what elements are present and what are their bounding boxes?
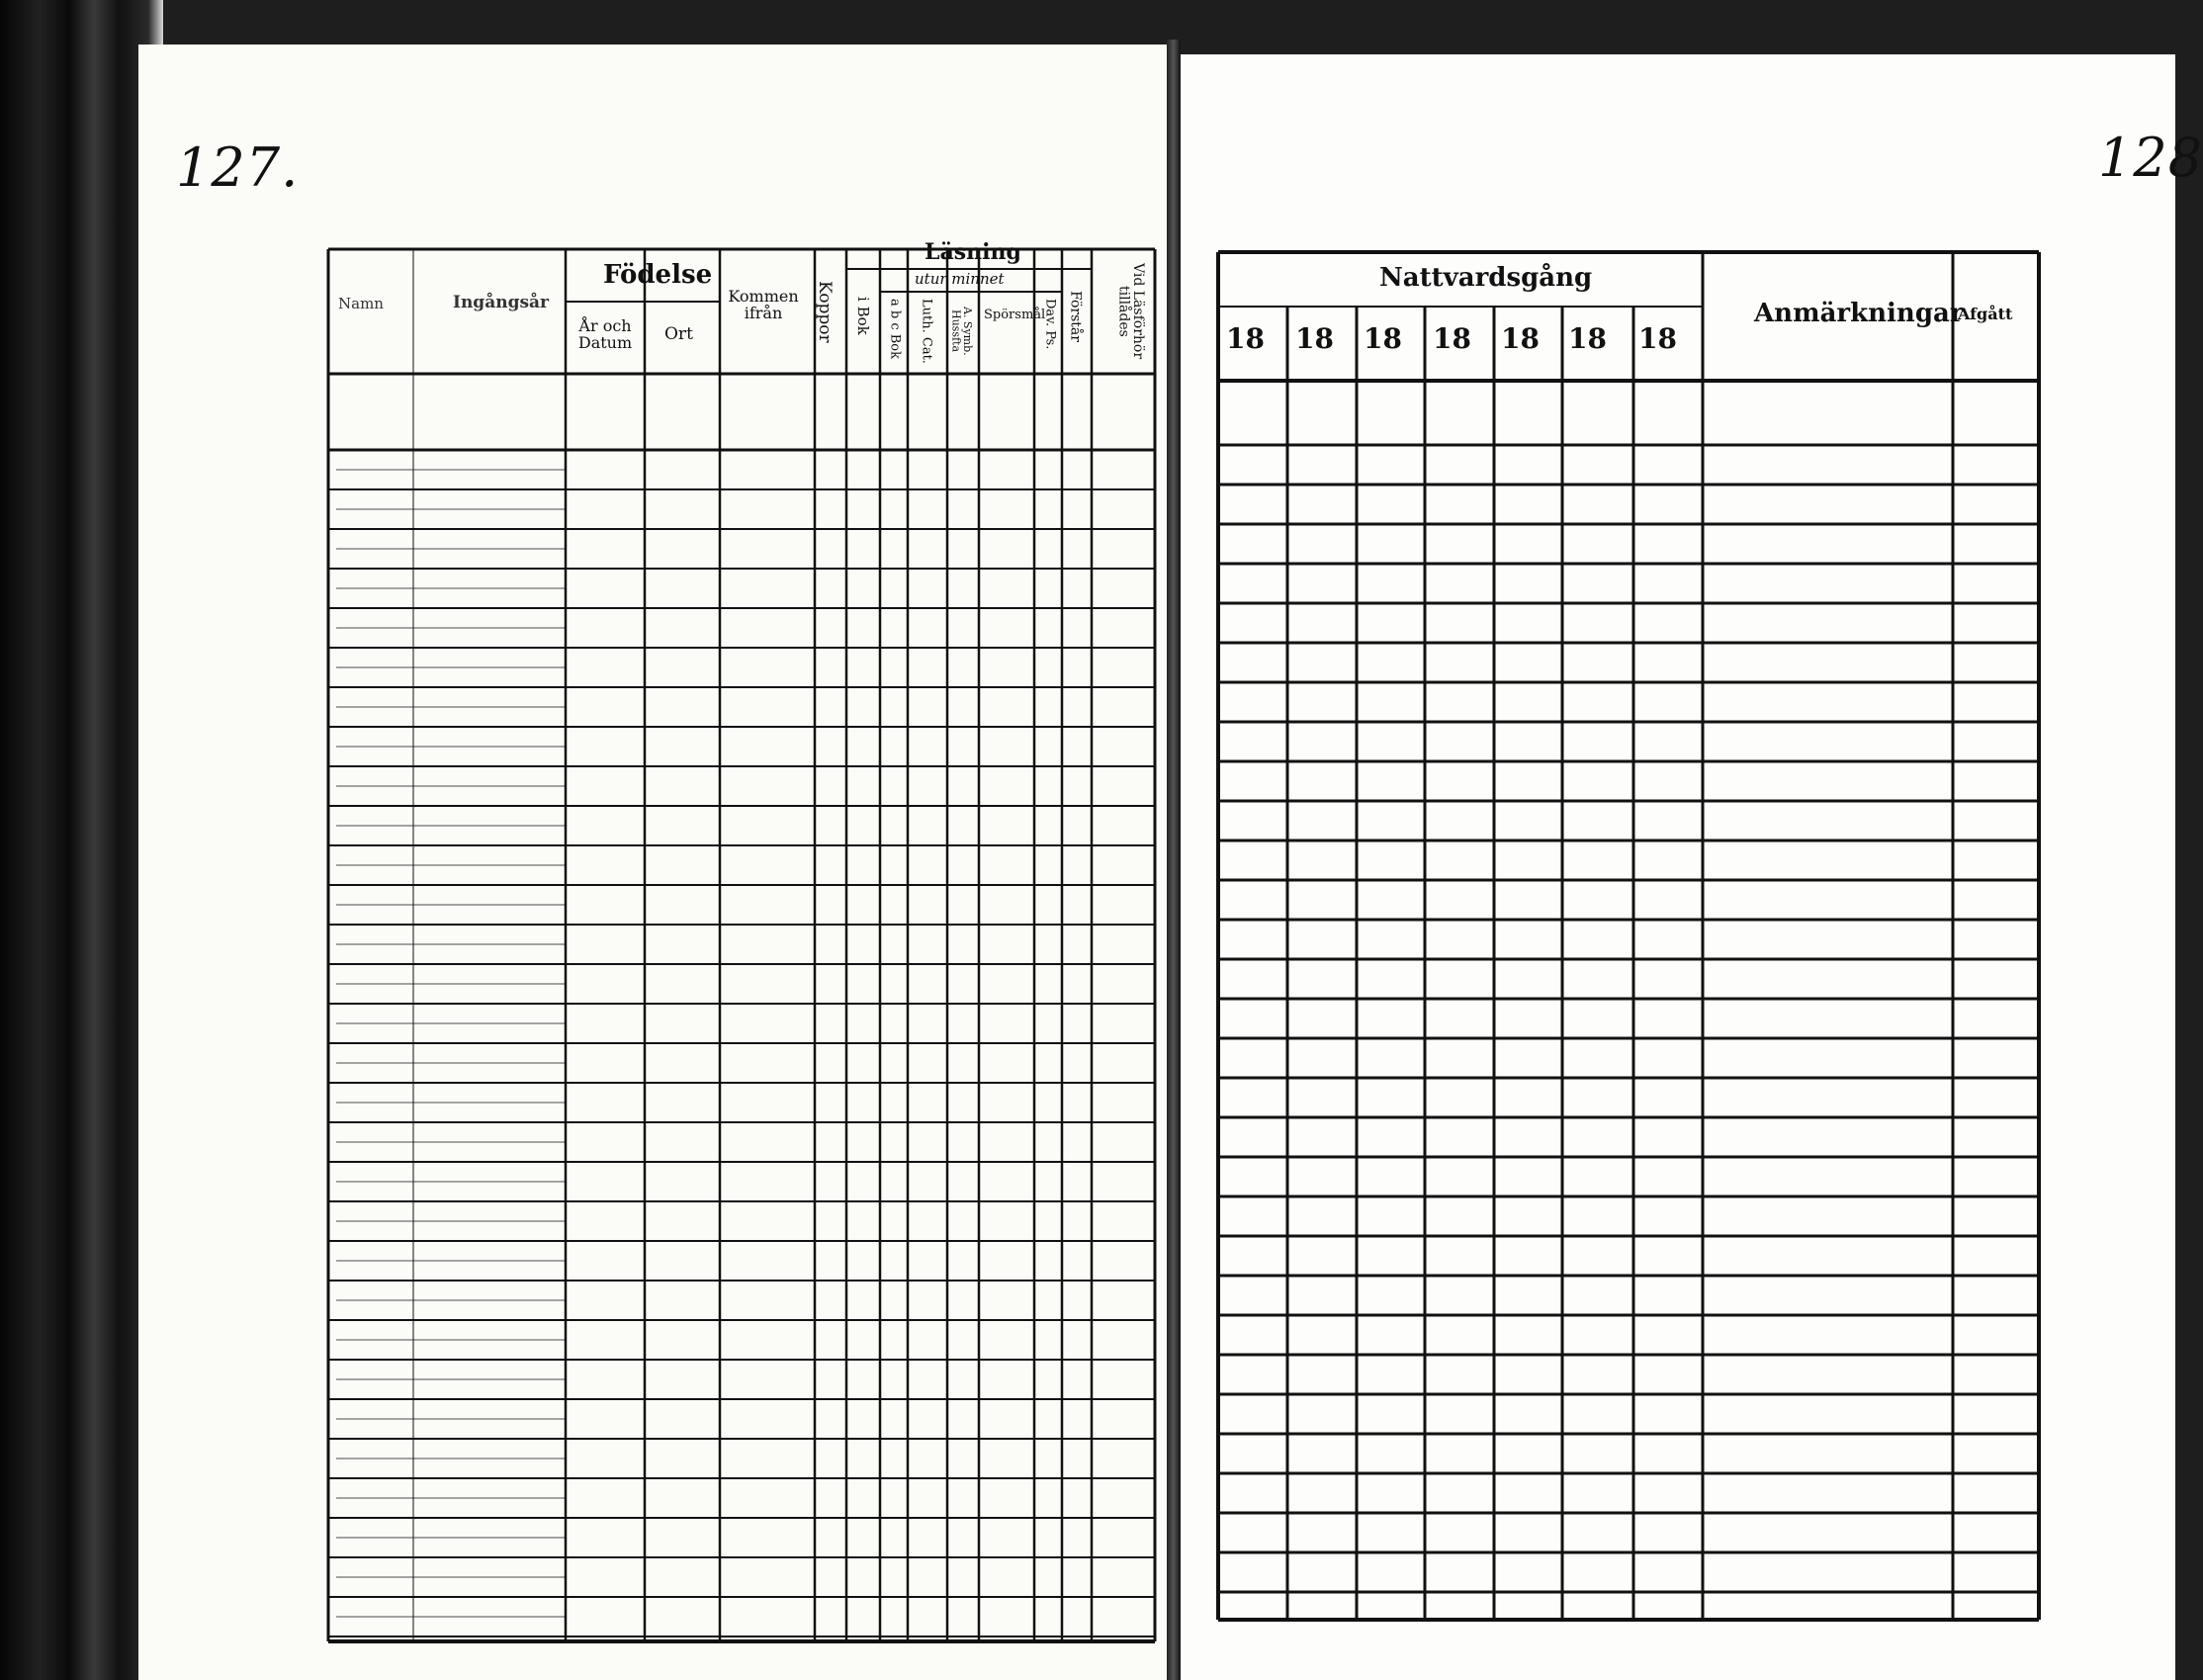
header-forstar: Förstår [1067, 291, 1084, 342]
header-fodelse: Födelse [603, 260, 713, 290]
header-kommen-ifran: Kommen ifrån [728, 287, 799, 322]
header-a-symb: A. Symb. Hussfta [949, 307, 974, 356]
header-year-6: 18 [1568, 322, 1607, 355]
header-i-bok: i Bok [853, 297, 872, 335]
header-abc-bok: a b c Bok [887, 299, 903, 360]
header-ort: Ort [664, 324, 693, 344]
header-year-5: 18 [1501, 322, 1540, 355]
header-nattvardsgang: Nattvardsgång [1379, 263, 1593, 293]
header-koppor: Koppor [814, 281, 835, 343]
header-ar-och-datum: År och Datum [577, 316, 633, 352]
header-sporsmal: Spörsmål [984, 308, 1046, 322]
header-dav-ps: Dav. Ps. [1042, 299, 1058, 350]
header-anmarkningar: Anmärkningar [1754, 299, 1964, 328]
header-year-3: 18 [1364, 322, 1402, 355]
header-vid-lasforhor: Vid Läsförhör tillådes [1115, 263, 1146, 360]
header-ingangsar: Ingångsår [453, 293, 550, 312]
header-year-7: 18 [1638, 322, 1677, 355]
header-utur-minnet: utur minnet [915, 270, 1005, 288]
header-year-1: 18 [1226, 322, 1265, 355]
header-luth-cat: Luth. Cat. [919, 299, 934, 364]
header-afgatt: Afgått [1958, 305, 2013, 323]
page-number-right: 128 [2098, 127, 2203, 189]
header-namn: Namn [338, 295, 384, 312]
header-lasning: Läsning [925, 239, 1021, 265]
header-year-4: 18 [1433, 322, 1471, 355]
page-number-left: 127. [176, 136, 300, 199]
header-year-2: 18 [1295, 322, 1334, 355]
